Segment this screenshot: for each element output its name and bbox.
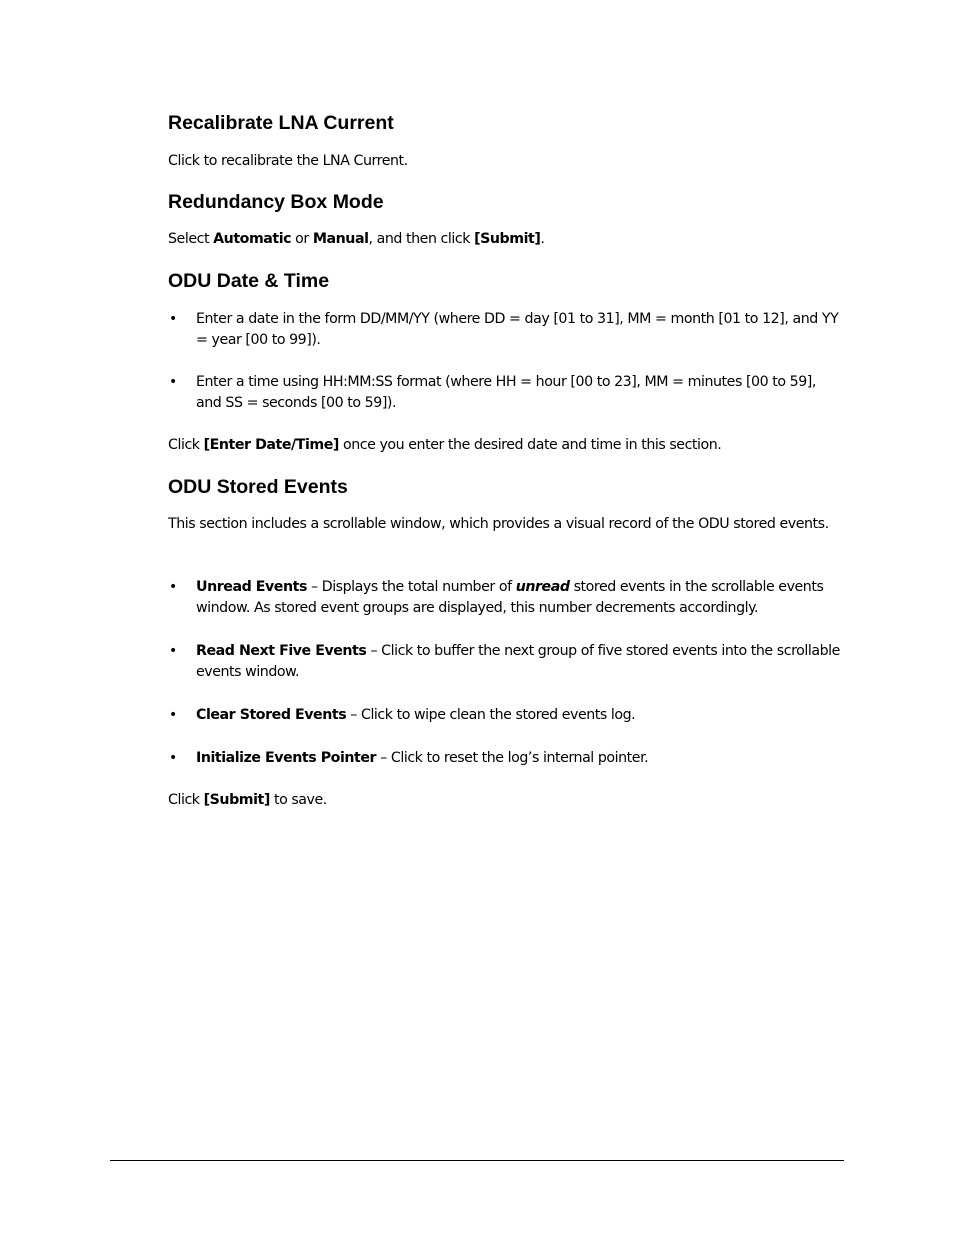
footer-rule xyxy=(110,1160,844,1161)
read-next-description xyxy=(196,641,844,683)
heading-odu-stored-events: ODU Stored Events xyxy=(168,476,348,498)
bullet-icon: • xyxy=(169,707,177,723)
clear-events-text: – Click to wipe clean the stored events log. xyxy=(346,707,636,723)
date-instruction: Enter a date in the form DD/MM/YY (where DD = day [01 to 31], MM = month [01 to 12], and YY = year [00 to 99]). xyxy=(196,311,839,348)
bullet-icon: • xyxy=(169,579,177,595)
heading-recalibrate-lna: Recalibrate LNA Current xyxy=(168,112,394,134)
text-select: Select xyxy=(168,231,214,247)
read-next-text: – Click to buffer the next group of five stored events into the scrollable events window. xyxy=(196,643,840,680)
text-then-click: , and then click xyxy=(368,231,475,247)
recalibrate-description: Click to recalibrate the LNA Current. xyxy=(168,153,408,169)
heading-redundancy-box-mode: Redundancy Box Mode xyxy=(168,191,384,213)
initialize-pointer-label: Initialize Events Pointer xyxy=(196,750,377,766)
enter-datetime-reference: [Enter Date/Time] xyxy=(203,437,339,453)
option-manual: Manual xyxy=(312,231,369,247)
redundancy-description xyxy=(168,229,844,250)
unread-text-pre: – Displays the total number of xyxy=(306,579,516,595)
initialize-pointer-text: – Click to reset the log’s internal pointer. xyxy=(376,750,649,766)
clear-events-description xyxy=(196,705,844,726)
text-or: or xyxy=(291,231,313,247)
text-period: . xyxy=(540,231,545,247)
option-automatic: Automatic xyxy=(213,231,292,247)
save-note xyxy=(168,790,844,811)
bullet-icon: • xyxy=(169,750,177,766)
text-click: Click xyxy=(168,437,204,453)
heading-odu-date-time: ODU Date & Time xyxy=(168,270,330,292)
read-next-label: Read Next Five Events xyxy=(196,643,367,659)
bullet-icon: • xyxy=(169,311,177,327)
stored-events-intro: This section includes a scrollable window, which provides a visual record of the ODU stored events. xyxy=(168,516,829,532)
submit-reference: [Submit] xyxy=(474,231,541,247)
initialize-pointer-description xyxy=(196,748,844,769)
bullet-icon: • xyxy=(169,374,177,390)
bullet-icon: • xyxy=(169,643,177,659)
text-once-entered: once you enter the desired date and time in this section. xyxy=(338,437,722,453)
text-click: Click xyxy=(168,792,204,808)
unread-events-label: Unread Events xyxy=(196,579,307,595)
enter-datetime-note xyxy=(168,435,844,456)
clear-events-label: Clear Stored Events xyxy=(196,707,347,723)
unread-events-description xyxy=(196,577,844,619)
unread-emphasis: unread xyxy=(515,579,570,595)
submit-reference: [Submit] xyxy=(203,792,270,808)
unread-text-post: stored events in the scrollable events window. As stored event groups are displayed, this number decrements accordingly. xyxy=(196,579,824,616)
time-instruction: Enter a time using HH:MM:SS format (where HH = hour [00 to 23], MM = minutes [00 to 59], and SS = seconds [00 to 59]). xyxy=(196,374,816,411)
text-to-save: to save. xyxy=(269,792,327,808)
